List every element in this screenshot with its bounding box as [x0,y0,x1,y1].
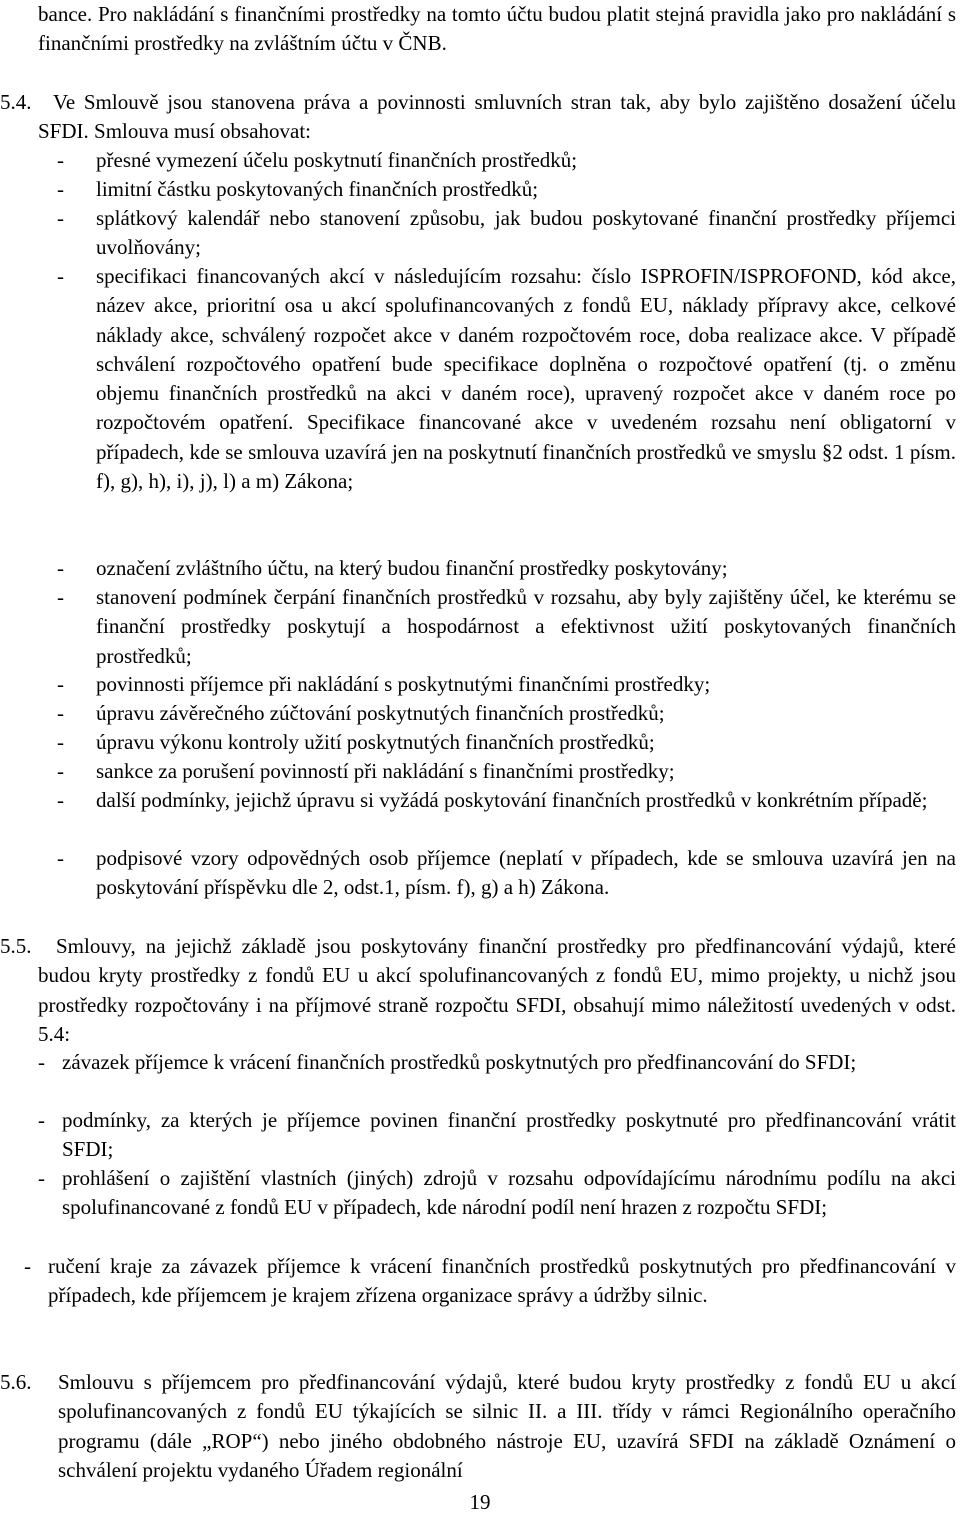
list-dash: - [57,788,64,812]
list-item: sankce za porušení povinností při nakládání s finančními prostředky; [96,759,675,783]
list-dash: - [57,585,64,609]
section-number-5-4: 5.4. [0,90,32,114]
page-number: 19 [469,1490,491,1514]
list-dash: - [24,1254,31,1278]
list-dash: - [38,1166,45,1190]
section-number-5-5: 5.5. [0,934,32,958]
list-dash: - [57,759,64,783]
list-item: povinnosti příjemce při nakládání s poskytnutými finančními prostředky; [96,672,711,696]
list-dash: - [38,1108,45,1132]
list-dash: - [57,846,64,870]
list-item: splátkový kalendář nebo stanovení způsobu, jak budou poskytované finanční prostředky příjemci uvolňovány; [96,206,956,260]
list-item: úpravu závěrečného zúčtování poskytnutých finančních prostředků; [96,701,665,725]
list-item: podpisové vzory odpovědných osob příjemce (neplatí v případech, kde se smlouva uzavírá jen na poskytování příspěvku dle 2, odst.1, písm. f), g) a h) Zákona. [96,846,956,900]
list-dash: - [57,148,64,172]
section-5-5-intro: Smlouvy, na jejichž základě jsou poskytovány finanční prostředky pro předfinancování výdajů, které budou kryty prostředky z fondů EU u akcí spolufinancovaných z fondů EU, mimo projekty, u nichž jsou prostředky rozpočtovány i na příjmové straně rozpočtu SFDI, obsahují mimo náležitostí uvedených v odst. 5.4: [38,934,956,1046]
list-item: přesné vymezení účelu poskytnutí finančních prostředků; [96,148,578,172]
paragraph-continuation: bance. Pro nakládání s finančními prostředky na tomto účtu budou platit stejná pravidla jako pro nakládání s finančními prostředky na zvláštním účtu v ČNB. [38,2,956,56]
section-5-4-intro: Ve Smlouvě jsou stanovena práva a povinnosti smluvních stran tak, aby bylo zajištěno dosažení účelu SFDI. Smlouva musí obsahovat: [38,90,956,144]
list-dash: - [57,672,64,696]
section-number-5-6: 5.6. [0,1370,32,1394]
list-item: závazek příjemce k vrácení finančních prostředků poskytnutých pro předfinancování do SFDI; [62,1050,857,1074]
list-item: další podmínky, jejichž úpravu si vyžádá poskytování finančních prostředků v konkrétním případě; [96,788,928,812]
section-5-6-text: Smlouvu s příjemcem pro předfinancování výdajů, které budou kryty prostředky z fondů EU u akcí spolufinancovaných z fondů EU týkajících se silnic II. a III. třídy v rámci Regionálního operačního programu (dále „ROP“) nebo jiného obdobného nástroje EU, uzavírá SFDI na základě Oznámení o schválení projektu vydaného Úřadem regionální [58,1370,956,1482]
list-dash: - [57,177,64,201]
list-dash: - [57,701,64,725]
list-dash: - [57,730,64,754]
list-dash: - [57,206,64,230]
list-dash: - [57,556,64,580]
list-item: specifikaci financovaných akcí v následujícím rozsahu: číslo ISPROFIN/ISPROFOND, kód akce, název akce, prioritní osa u akcí spolufinancovaných z fondů EU, náklady přípravy akce, celkové náklady akce, schválený rozpočet akce v daném rozpočtovém roce, doba realizace akce. V případě schválení rozpočtového opatření bude specifikace doplněna o rozpočtové opatření (tj. o změnu objemu finančních prostředků na akci v daném roce), upravený rozpočet akce v daném roce po rozpočtovém opatření. Specifikace financované akce v uvedeném rozsahu není obligatorní v případech, kde se smlouva uzavírá jen na poskytnutí finančních prostředků ve smyslu §2 odst. 1 písm. f), g), h), i), j), l) a m) Zákona; [96,264,956,494]
list-dash: - [57,264,64,288]
list-dash: - [38,1050,45,1074]
list-item: stanovení podmínek čerpání finančních prostředků v rozsahu, aby byly zajištěny účel, ke kterému se finanční prostředky poskytují a hospodárnost a efektivnost užití poskytovaných finančních prostředků; [96,585,956,668]
list-item: limitní částku poskytovaných finančních prostředků; [96,177,539,201]
list-item: ručení kraje za závazek příjemce k vrácení finančních prostředků poskytnutých pro předfinancování v případech, kde příjemcem je krajem zřízena organizace správy a údržby silnic. [48,1254,956,1308]
list-item: označení zvláštního účtu, na který budou finanční prostředky poskytovány; [96,556,728,580]
list-item: úpravu výkonu kontroly užití poskytnutých finančních prostředků; [96,730,655,754]
list-item: prohlášení o zajištění vlastních (jiných) zdrojů v rozsahu odpovídajícímu národnímu podílu na akci spolufinancované z fondů EU v případech, kde národní podíl není hrazen z rozpočtu SFDI; [62,1166,956,1220]
list-item: podmínky, za kterých je příjemce povinen finanční prostředky poskytnuté pro předfinancování vrátit SFDI; [62,1108,956,1162]
